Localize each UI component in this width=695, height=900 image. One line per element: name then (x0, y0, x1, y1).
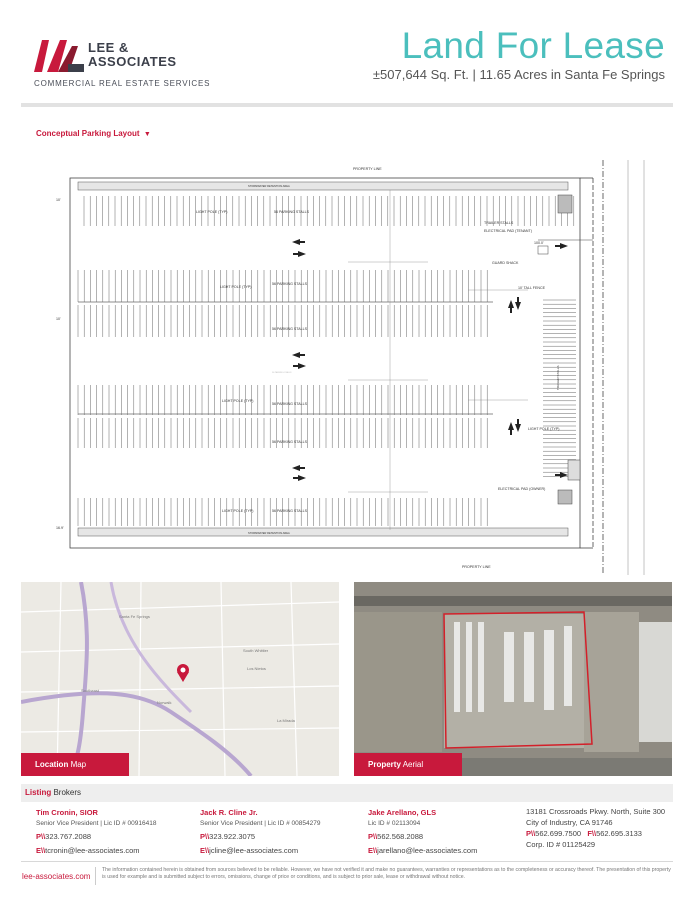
page-title: Land For Lease (401, 25, 665, 66)
stall-count-label-4: 56 PARKING STALLS (272, 402, 308, 406)
traffic-arrows (292, 239, 568, 481)
office-fax: 562.695.3133 (596, 829, 642, 838)
map-place-3: Norwalk (157, 700, 172, 705)
phone-key: P\\ (200, 832, 210, 841)
email-link[interactable]: jarellano@lee-associates.com (377, 846, 478, 855)
section-label-text: Conceptual Parking Layout (36, 129, 140, 138)
website-link[interactable]: lee-associates.com (22, 872, 91, 881)
aerial-graphic (354, 582, 672, 776)
logo-wordmark (88, 41, 177, 69)
email-link[interactable]: jcline@lee-associates.com (209, 846, 299, 855)
broker-title: Senior Vice President | Lic ID # 00854279 (200, 820, 321, 827)
office-corp-id: Corp. ID # 01125429 (526, 840, 596, 849)
property-aerial-label-rest: Aerial (400, 760, 424, 769)
location-map-label-bold: Location (35, 760, 69, 769)
email-link[interactable]: tcronin@lee-associates.com (45, 846, 140, 855)
caret-down-icon: ▼ (143, 131, 151, 138)
listing-brokers-heading (25, 788, 81, 797)
guard-shack-label: GUARD SHACK (492, 261, 519, 265)
map-place-2: South Whittier (243, 648, 269, 653)
parking-stall-rows (78, 196, 574, 526)
lee-logo-icon (34, 38, 84, 72)
brokers-heading-bold: Listing (25, 788, 52, 797)
dim-10b-label: 10' (56, 317, 61, 321)
light-pole-label-2: LIGHT POLE (TYP) (220, 285, 252, 289)
stormwater-top-label: STORMWATER RETENTION AREA (248, 185, 290, 188)
phone-key: P\\ (36, 832, 46, 841)
light-pole-label-1: LIGHT POLE (TYP) (196, 210, 228, 214)
broker-phone (36, 832, 196, 841)
phone-key: P\\ (368, 832, 378, 841)
location-map-label-rest: Map (68, 760, 87, 769)
trailer-stalls-vertical-label: TRAILER STALLS (556, 365, 560, 390)
broker-email (200, 846, 360, 855)
stall-count-label-1: 56 PARKING STALLS (274, 210, 310, 214)
logo-line-2: ASSOCIATES (88, 54, 177, 69)
map-place-6: Southeast (81, 688, 100, 693)
fax-key: F\\ (587, 829, 597, 838)
site-plan-drawing (48, 160, 652, 575)
footer-separator (95, 867, 96, 885)
dim-16-9-label: 16.9' (56, 526, 64, 530)
office-address-1: 13181 Crossroads Pkwy. North, Suite 300 (526, 807, 666, 816)
plan-labels (56, 167, 560, 569)
broker-card (36, 808, 196, 855)
property-aerial[interactable] (354, 582, 672, 776)
broker-name: Jake Arellano, GLS (368, 808, 437, 817)
phone-link[interactable]: 562.568.2088 (377, 832, 424, 841)
property-line-top-label: PROPERTY LINE (353, 167, 382, 171)
map-place-4: La Mirada (277, 718, 295, 723)
light-pole-label-3: LIGHT POLE (TYP) (222, 399, 254, 403)
broker-name: Jack R. Cline Jr. (200, 808, 258, 817)
broker-name: Tim Cronin, SIOR (36, 808, 98, 817)
stormwater-strips (78, 182, 568, 536)
map-place-5: Los Nietos (247, 666, 266, 671)
elec-pad-tenant-label: ELECTRICAL PAD (TENANT) (484, 229, 532, 233)
broker-card (368, 808, 528, 855)
page-header (0, 0, 695, 104)
header-divider (21, 103, 673, 107)
map-place-1: Santa Fe Springs (119, 614, 150, 619)
map-graphic (21, 582, 339, 776)
email-key: E\\ (200, 846, 210, 855)
brokers-heading-rest: Brokers (51, 788, 82, 797)
broker-title: Senior Vice President | Lic ID # 00916418 (36, 820, 157, 827)
light-pole-label-5: LIGHT POLE (TYP) (528, 427, 560, 431)
stormwater-bottom-label: STORMWATER RETENTION AREA (248, 532, 290, 535)
page-subtitle: ±507,644 Sq. Ft. | 11.65 Acres in Santa Fe Springs (372, 67, 665, 82)
broker-title: Lic ID # 02113094 (368, 820, 421, 827)
broker-phone (368, 832, 528, 841)
email-key: E\\ (368, 846, 378, 855)
trailer-stalls-label: TRAILER STALLS (484, 221, 514, 225)
location-map-label (21, 753, 129, 776)
stall-count-label-3: 56 PARKING STALLS (272, 327, 308, 331)
stall-count-label-2: 56 PARKING STALLS (272, 282, 308, 286)
office-address-2: City of Industry, CA 91746 (526, 818, 613, 827)
section-label (36, 129, 151, 138)
phone-link[interactable]: 323.767.2088 (45, 832, 92, 841)
property-aerial-label-bold: Property (368, 760, 401, 769)
phone-link[interactable]: 323.922.3075 (209, 832, 256, 841)
listing-brokers-bar (21, 784, 673, 802)
property-line-bottom-label: PROPERTY LINE (462, 565, 491, 569)
stall-count-label-7: 56 PARKING STALLS (272, 372, 292, 374)
map-pin-icon (177, 664, 189, 682)
dimension-lines (348, 190, 528, 530)
office-info (526, 806, 686, 850)
fence-label: 10' TALL FENCE (518, 286, 545, 290)
logo-line-1: LEE & (88, 40, 129, 55)
office-phones (526, 828, 686, 839)
broker-email (36, 846, 196, 855)
guard-area (538, 195, 593, 504)
dim-100-label: 100.0' (534, 241, 544, 245)
disclaimer-text: The information contained herein is obtained from sources believed to be reliable. However, we have not verified it and make no guarantees, warranties or representations as to the completeness or accuracy thereof. The presentation of this property is used for example and is submitted subject to errors, omissions, change of price or conditions, and is subject to prior sale, lease or withdrawal without notice. (102, 867, 671, 880)
broker-phone (200, 832, 360, 841)
stall-count-label-5: 56 PARKING STALLS (272, 440, 308, 444)
property-aerial-label (354, 753, 462, 776)
location-map[interactable] (21, 582, 339, 776)
logo-tagline: COMMERCIAL REAL ESTATE SERVICES (34, 79, 211, 88)
email-key: E\\ (36, 846, 46, 855)
elec-pad-owner-label: ELECTRICAL PAD (OWNER) (498, 487, 546, 491)
office-phone-link[interactable]: 562.699.7500 (535, 829, 582, 838)
footer-divider (21, 861, 673, 862)
phone-key: P\\ (526, 829, 536, 838)
light-pole-label-4: LIGHT POLE (TYP) (222, 509, 254, 513)
broker-card (200, 808, 360, 855)
broker-email (368, 846, 528, 855)
stall-count-label-6: 56 PARKING STALLS (272, 509, 308, 513)
dim-10-label: 10' (56, 198, 61, 202)
